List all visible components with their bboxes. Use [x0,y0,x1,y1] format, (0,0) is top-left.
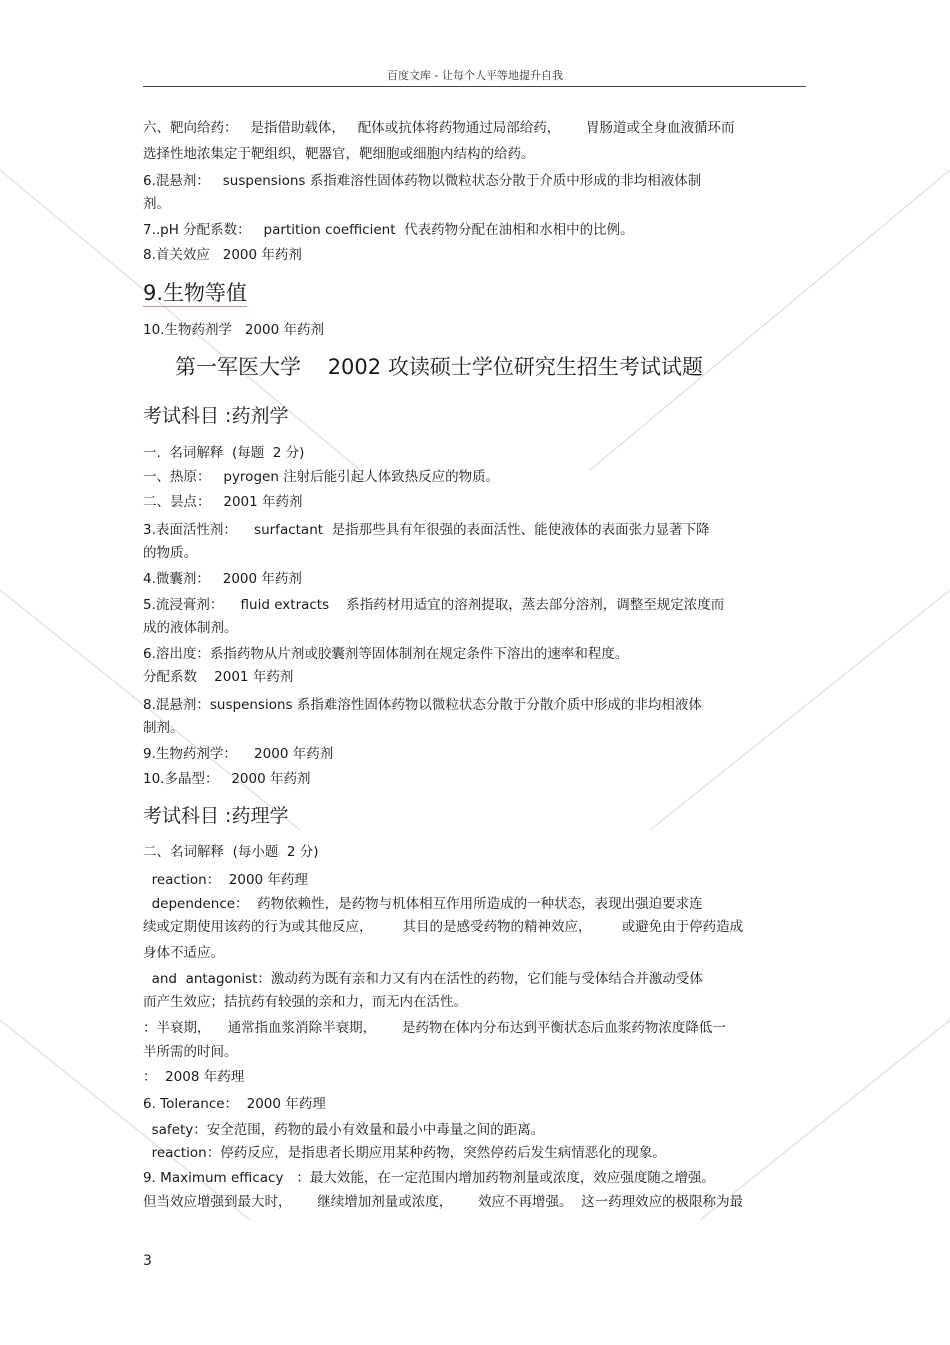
text-line: 9.生物药剂学： 2000 年药剂 [143,746,334,762]
text-line: 一、热原： pyrogen 注射后能引起人体致热反应的物质。 [143,469,500,485]
text-line: 4.微囊剂： 2000 年药剂 [143,571,302,587]
text-line: 而产生效应；拮抗药有较强的亲和力，而无内在活性。 [143,994,467,1010]
text-line: 制剂。 [143,720,184,736]
text-line: 成的液体制剂。 [143,620,238,636]
text-line: 但当效应增强到最大时， 继续增加剂量或浓度， 效应不再增强。 这一药理效应的极限称为最 [143,1194,744,1210]
text-line: 剂。 [143,196,170,212]
page-header: 百度文库 - 让每个人平等地提升自我 [387,69,563,82]
text-line: 分配系数 2001 年药剂 [143,669,294,685]
text-line: 二、昙点： 2001 年药剂 [143,494,303,510]
text-line: 半所需的时间。 [143,1044,238,1060]
text-line: reaction：停药反应，是指患者长期应用某种药物，突然停药后发生病情恶化的现象。 [143,1145,666,1161]
text-line: 8.混悬剂：suspensions 系指难溶性固体药物以微粒状态分散于分散介质中形成的非均相液体 [143,697,702,713]
text-line: dependence： 药物依赖性，是药物与机体相互作用所造成的一种状态，表现出强迫要求连 [143,896,703,912]
text-line: and antagonist：激动药为既有亲和力又有内在活性的药物，它们能与受体结合并激动受体 [143,971,703,987]
text-line: 选择性地浓集定于靶组织，靶器官，靶细胞或细胞内结构的给药。 [143,146,535,162]
text-line: 5.流浸膏剂： fluid extracts 系指药材用适宜的溶剂提取，蒸去部分溶剂，调整至规定浓度而 [143,597,725,613]
section-heading: 9.生物等值 [143,281,248,305]
text-line: ：半衰期， 通常指血浆消除半衰期， 是药物在体内分布达到平衡状态后血浆药物浓度降低一 [143,1020,726,1036]
text-line: 一. 名词解释 (每题 2 分) [143,445,305,461]
text-line: 6. Tolerance： 2000 年药理 [143,1096,326,1112]
text-line: 二、名词解释 (每小题 2 分) [143,844,319,860]
subject-heading-pharmacology: 考试科目 :药理学 [143,805,289,827]
text-line: safety：安全范围，药物的最小有效量和最小中毒量之间的距离。 [143,1122,545,1138]
text-line: 9. Maximum efficacy ：最大效能，在一定范围内增加药物剂量或浓度，效应强度随之增强。 [143,1170,715,1186]
subject-heading-pharmaceutics: 考试科目 :药剂学 [143,405,289,427]
text-line: 身体不适应。 [143,945,224,961]
text-line: 六、靶向给药： 是指借助载体， 配体或抗体将药物通过局部给药， 胃肠道或全身血液循环而 [143,120,735,136]
page-number: 3 [143,1253,152,1269]
header-divider [143,86,806,87]
text-line: 6.混悬剂： suspensions 系指难溶性固体药物以微粒状态分散于介质中形成的非均相液体制 [143,173,702,189]
text-line: reaction： 2000 年药理 [143,872,308,888]
text-line: 6.溶出度：系指药物从片剂或胶囊剂等固体制剂在规定条件下溶出的速率和程度。 [143,646,629,662]
text-line: ： 2008 年药理 [143,1069,245,1085]
exam-title: 第一军医大学 2002 攻读硕士学位研究生招生考试试题 [175,355,703,379]
text-line: 3.表面活性剂： surfactant 是指那些具有年很强的表面活性、能使液体的表面张力显著下降 [143,522,710,538]
text-line: 续或定期使用该药的行为或其他反应， 其目的是感受药物的精神效应， 或避免由于停药造成 [143,919,744,935]
text-line: 的物质。 [143,545,197,561]
text-line: 7..pH 分配系数： partition coefficient 代表药物分配在油相和水相中的比例。 [143,222,634,238]
text-line: 10.多晶型： 2000 年药剂 [143,771,311,787]
text-line: 10.生物药剂学 2000 年药剂 [143,322,324,338]
text-line: 8.首关效应 2000 年药剂 [143,247,302,263]
